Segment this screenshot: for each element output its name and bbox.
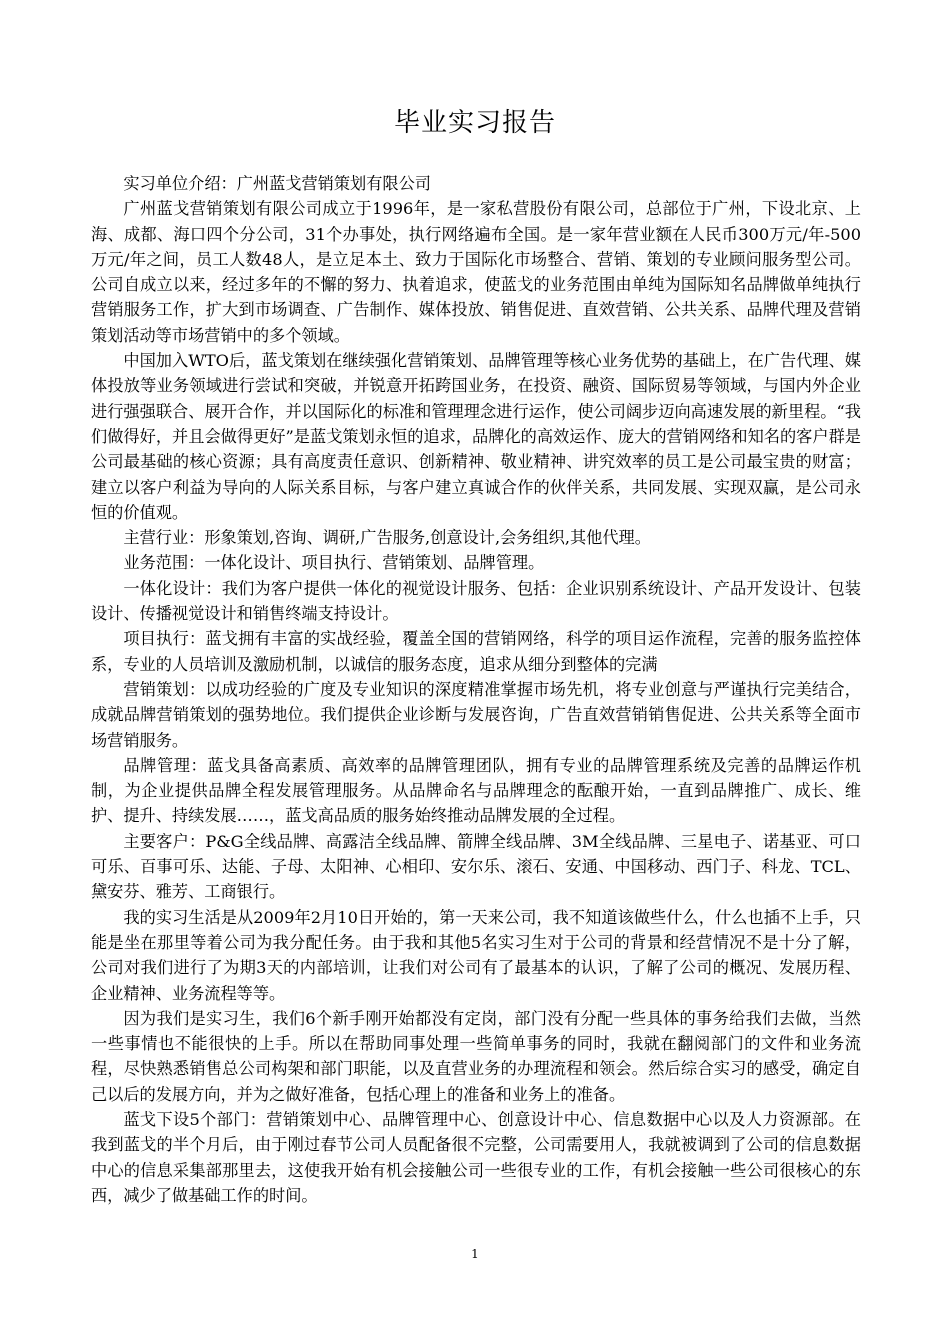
paragraph-intro-heading: 实习单位介绍：广州蓝戈营销策划有限公司 [123,174,431,193]
page-number: 1 [471,1247,479,1261]
report-body [91,171,861,1208]
paragraph-integrated-design: 一体化设计：我们为客户提供一体化的视觉设计服务、包括：企业识别系统设计、产品开发设计、包装设计、传播视觉设计和销售终端支持设计。 [91,578,861,624]
paragraph-project-execution: 项目执行：蓝戈拥有丰富的实战经验，覆盖全国的营销网络，科学的项目运作流程，完善的服务监控体系，专业的人员培训及激励机制，以诚信的服务态度，追求从细分到整体的完满 [91,629,861,674]
paragraph-company-development: 中国加入WTO后，蓝戈策划在继续强化营销策划、品牌管理等核心业务优势的基础上，在广告代理、媒体投放等业务领域进行尝试和突破，并锐意开拓跨国业务，在投资、融资、国际贸易等领域，与国内外企业进行强强联合、展开合作，并以国际化的标准和管理理念进行运作，使公司阔步迈向高速发展的新里程。“我们做得好，并且会做得更好”是蓝戈策划永恒的追求，品牌化的高效运作、庞大的营销网络和知名的客户群是公司最基础的核心资源；具有高度责任意识、创新精神、敬业精神、讲究效率的员工是公司最宝贵的财富；建立以客户利益为导向的人际关系目标，与客户建立真诚合作的伙伴关系，共同发展、实现双赢，是公司永恒的价值观。 [91,351,861,522]
paragraph-marketing-planning: 营销策划：以成功经验的广度及专业知识的深度精准掌握市场先机，将专业创意与严谨执行完美结合，成就品牌营销策划的强势地位。我们提供企业诊断与发展咨询，广告直效营销销售促进、公共关系等全面市场营销服务。 [91,679,861,750]
paragraph-brand-management: 品牌管理：蓝戈具备高素质、高效率的品牌管理团队，拥有专业的品牌管理系统及完善的品牌运作机制，为企业提供品牌全程发展管理服务。从品牌命名与品牌理念的酝酿开始，一直到品牌推广、成长、维护、提升、持续发展……，蓝戈高品质的服务始终推动品牌发展的全过程。 [91,755,861,826]
paragraph-main-industry: 主营行业：形象策划,咨询、调研,广告服务,创意设计,会务组织,其他代理。 [123,528,651,548]
report-title: 毕业实习报告 [393,108,556,138]
paragraph-company-overview: 广州蓝戈营销策划有限公司成立于1996年，是一家私营股份有限公司，总部位于广州，下设北京、上海、成都、海口四个分公司，31个办事处，执行网络遍布全国。是一家年营业额在人民币300万元/年-500万元/年之间，员工人数48人，是立足本土、致力于国际化市场整合、营销、策划的专业顾问服务型公司。公司自成立以来，经过多年的不懈的努力、执着追求，使蓝戈的业务范围由单纯为国际知名品牌做单纯执行营销服务工作，扩大到市场调查、广告制作、媒体投放、销售促进、直效营销、公共关系、品牌代理及营销策划活动等市场营销中的多个领域。 [91,199,861,345]
paragraph-business-scope: 业务范围：一体化设计、项目执行、营销策划、品牌管理。 [123,553,545,573]
paragraph-internship-start: 我的实习生活是从2009年2月10日开始的，第一天来公司，我不知道该做些什么，什么也插不上手，只能是坐在那里等着公司为我分配任务。由于我和其他5名实习生对于公司的背景和经营情况不是十分了解，公司对我们进行了为期3天的内部培训，让我们对公司有了最基本的认识，了解了公司的概况、发展历程、企业精神、业务流程等等。 [91,907,861,1003]
paragraph-main-clients: 主要客户：P&G全线品牌、高露洁全线品牌、箭牌全线品牌、3M全线品牌、三星电子、诺基亚、可口可乐、百事可乐、达能、子母、太阳神、心相印、安尔乐、滚石、安通、中国移动、西门子、科龙、TCL、黛安芬、雅芳、工商银行。 [91,831,861,902]
paragraph-internship-newcomers: 因为我们是实习生，我们6个新手刚开始都没有定岗，部门没有分配一些具体的事务给我们去做，当然一些事情也不能很快的上手。所以在帮助同事处理一些简单事务的同时，我就在翻阅部门的文件和业务流程，尽快熟悉销售总公司构架和部门职能，以及直营业务的办理流程和领会。然后综合实习的感受，确定自己以后的发展方向，并为之做好准备，包括心理上的准备和业务上的准备。 [91,1008,861,1104]
paragraph-departments: 蓝戈下设5个部门：营销策划中心、品牌管理中心、创意设计中心、信息数据中心以及人力资源部。在我到蓝戈的半个月后，由于刚过春节公司人员配备很不完整，公司需要用人，我就被调到了公司的信息数据中心的信息采集部那里去，这使我开始有机会接触公司一些很专业的工作，有机会接触一些公司很核心的东西，减少了做基础工作的时间。 [91,1109,861,1205]
